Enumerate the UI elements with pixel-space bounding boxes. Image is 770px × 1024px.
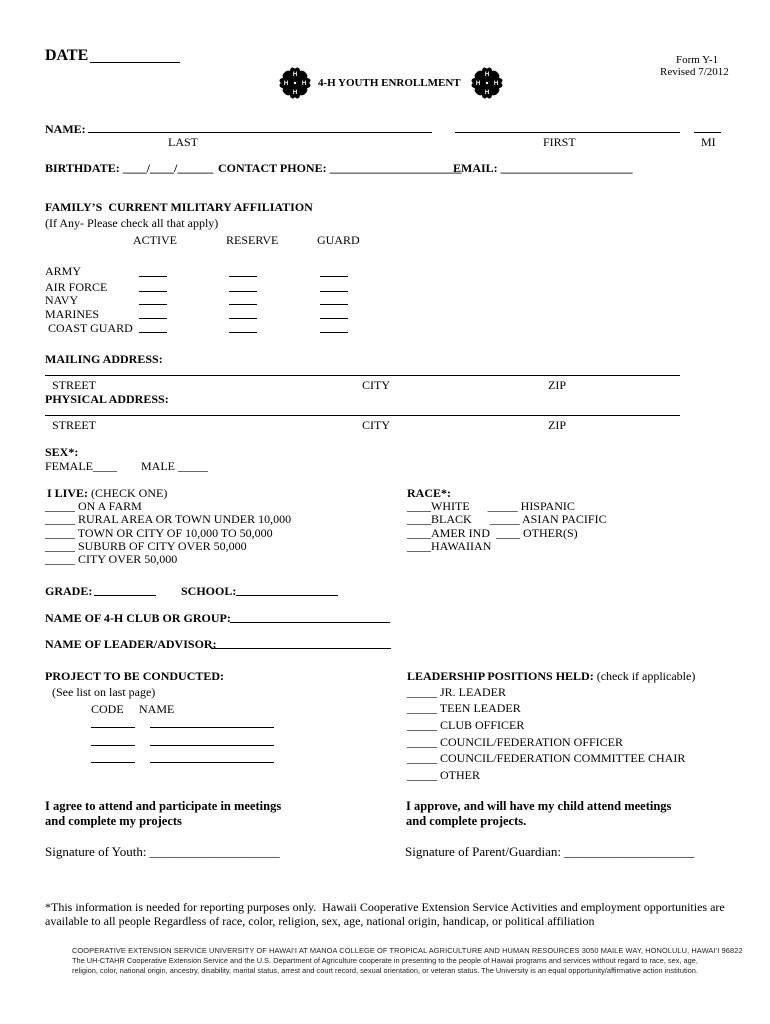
airforce-reserve-check[interactable] <box>229 291 257 292</box>
race-option-row[interactable]: ____AMER IND ____ OTHER(S) <box>407 526 578 540</box>
disclaimer: available to all people Regardless of race, color, religion, sex, age, national origin, handicap, or political affiliation <box>45 914 595 928</box>
project-code-field[interactable] <box>91 727 135 728</box>
name-caption: NAME <box>139 702 175 716</box>
form-title: 4-H YOUTH ENROLLMENT <box>318 77 461 89</box>
leadership-option[interactable]: _____ COUNCIL/FEDERATION OFFICER <box>407 735 624 749</box>
leadership-heading: LEADERSHIP POSITIONS HELD: (check if applicable) <box>407 669 696 683</box>
branch-marines: MARINES <box>45 307 100 321</box>
live-heading: I LIVE: (CHECK ONE) <box>47 486 168 500</box>
mailing-address-field[interactable] <box>45 375 680 376</box>
mailing-zip-caption: ZIP <box>548 378 566 392</box>
mailing-city-caption: CITY <box>362 378 390 392</box>
four-h-clover-icon <box>470 66 504 100</box>
last-name-field[interactable] <box>88 132 432 133</box>
marines-reserve-check[interactable] <box>229 318 257 319</box>
physical-zip-caption: ZIP <box>548 418 566 432</box>
four-h-clover-icon <box>278 66 312 100</box>
army-active-check[interactable] <box>139 276 167 277</box>
coastguard-guard-check[interactable] <box>320 332 348 333</box>
marines-guard-check[interactable] <box>320 318 348 319</box>
revision-date: Revised 7/2012 <box>660 66 729 78</box>
airforce-active-check[interactable] <box>139 291 167 292</box>
grade-field[interactable] <box>94 595 156 596</box>
first-caption: FIRST <box>543 135 576 149</box>
race-option-row[interactable]: ____WHITE _____ HISPANIC <box>407 499 575 513</box>
project-code-field[interactable] <box>91 745 135 746</box>
parent-agreement: I approve, and will have my child attend meetings <box>406 799 672 813</box>
svg-text:H: H <box>484 90 490 96</box>
live-option[interactable]: _____ SUBURB OF CITY OVER 50,000 <box>45 539 247 553</box>
form-id: Form Y-1 <box>676 54 719 66</box>
name-label: NAME: <box>45 122 86 136</box>
physical-address-label: PHYSICAL ADDRESS: <box>45 392 169 406</box>
live-option[interactable]: _____ RURAL AREA OR TOWN UNDER 10,000 <box>45 512 292 526</box>
military-note: (If Any- Please check all that apply) <box>45 216 219 230</box>
leadership-option[interactable]: _____ JR. LEADER <box>407 685 506 699</box>
col-active: ACTIVE <box>133 233 177 247</box>
branch-air-force: AIR FORCE <box>45 280 108 294</box>
race-option-row[interactable]: ____HAWAIIAN <box>407 539 492 553</box>
sex-options[interactable]: FEMALE____ MALE _____ <box>45 459 208 473</box>
navy-reserve-check[interactable] <box>229 304 257 305</box>
date-field[interactable] <box>90 62 180 63</box>
date-label: DATE <box>45 47 89 64</box>
sex-label: SEX*: <box>45 445 79 459</box>
project-name-field[interactable] <box>150 727 274 728</box>
branch-coast-guard: COAST GUARD <box>45 321 133 335</box>
marines-active-check[interactable] <box>139 318 167 319</box>
army-reserve-check[interactable] <box>229 276 257 277</box>
club-label: NAME OF 4-H CLUB OR GROUP: <box>45 611 231 625</box>
school-field[interactable] <box>236 595 338 596</box>
svg-text:H: H <box>283 81 289 87</box>
leadership-option[interactable]: _____ OTHER <box>407 768 480 782</box>
leadership-option[interactable]: _____ COUNCIL/FEDERATION COMMITTEE CHAIR <box>407 751 686 765</box>
disclaimer: *This information is needed for reporting purposes only. Hawaii Cooperative Extension Service Activities and employment opportunities are <box>45 900 725 914</box>
military-heading: FAMILY’S CURRENT MILITARY AFFILIATION <box>45 200 313 214</box>
svg-text:H: H <box>292 90 298 96</box>
svg-text:H: H <box>484 72 490 78</box>
svg-text:H: H <box>301 81 307 87</box>
school-label: SCHOOL: <box>181 584 237 598</box>
first-name-field[interactable] <box>455 132 680 133</box>
code-caption: CODE <box>91 702 124 716</box>
last-caption: LAST <box>168 135 198 149</box>
contact-phone-field[interactable]: CONTACT PHONE: ______________________ <box>218 161 462 175</box>
youth-agreement: I agree to attend and participate in meetings <box>45 799 282 813</box>
live-option[interactable]: _____ ON A FARM <box>45 499 142 513</box>
footer-statement: religion, color, national origin, ancestry, disability, marital status, arrest and court record, sexual orientation, or veteran status. The University is an equal opportunity/affirmative action institution. <box>72 966 698 975</box>
parent-agreement: and complete projects. <box>406 814 527 828</box>
footer-statement: The UH-CTAHR Cooperative Extension Service and the U.S. Department of Agriculture cooperate in presenting to the people of Hawaii programs and services without regard to race, sex, age, <box>72 956 698 965</box>
project-name-field[interactable] <box>150 745 274 746</box>
project-code-field[interactable] <box>91 762 135 763</box>
airforce-guard-check[interactable] <box>320 291 348 292</box>
col-reserve: RESERVE <box>226 233 279 247</box>
race-heading: RACE*: <box>407 486 451 500</box>
coastguard-reserve-check[interactable] <box>229 332 257 333</box>
project-name-field[interactable] <box>150 762 274 763</box>
project-note: (See list on last page) <box>52 685 156 699</box>
parent-signature-field[interactable]: Signature of Parent/Guardian: ____________________ <box>405 844 695 859</box>
footer-address: COOPERATIVE EXTENSION SERVICE UNIVERSITY OF HAWAI‘I AT MANOA COLLEGE OF TROPICAL AGRICULTURE AND HUMAN RESOURCES 3050 MAILE WAY, HONOLULU, HAWAI‘I 96822 <box>72 946 743 955</box>
youth-agreement: and complete my projects <box>45 814 182 828</box>
middle-initial-field[interactable] <box>694 132 721 133</box>
svg-text:H: H <box>493 81 499 87</box>
leadership-option[interactable]: _____ CLUB OFFICER <box>407 718 525 732</box>
leader-field[interactable] <box>211 648 391 649</box>
coastguard-active-check[interactable] <box>139 332 167 333</box>
project-heading: PROJECT TO BE CONDUCTED: <box>45 669 225 683</box>
live-option[interactable]: _____ TOWN OR CITY OF 10,000 TO 50,000 <box>45 526 273 540</box>
race-option-row[interactable]: ____BLACK _____ ASIAN PACIFIC <box>407 512 607 526</box>
physical-city-caption: CITY <box>362 418 390 432</box>
mailing-address-label: MAILING ADDRESS: <box>45 352 163 366</box>
leader-label: NAME OF LEADER/ADVISOR: <box>45 637 217 651</box>
email-field[interactable]: EMAIL: ______________________ <box>453 161 633 175</box>
navy-guard-check[interactable] <box>320 304 348 305</box>
army-guard-check[interactable] <box>320 276 348 277</box>
mi-caption: MI <box>701 135 716 149</box>
svg-text:H: H <box>475 81 481 87</box>
physical-address-field[interactable] <box>45 415 680 416</box>
club-field[interactable] <box>230 622 390 623</box>
svg-text:H: H <box>292 72 298 78</box>
mailing-street-caption: STREET <box>52 378 96 392</box>
navy-active-check[interactable] <box>139 304 167 305</box>
physical-street-caption: STREET <box>52 418 96 432</box>
branch-navy: NAVY <box>45 293 79 307</box>
branch-army: ARMY <box>45 264 82 278</box>
youth-signature-field[interactable]: Signature of Youth: ____________________ <box>45 844 280 859</box>
live-option[interactable]: _____ CITY OVER 50,000 <box>45 552 178 566</box>
grade-label: GRADE: <box>45 584 93 598</box>
leadership-option[interactable]: _____ TEEN LEADER <box>407 701 521 715</box>
institution-footer <box>72 946 743 976</box>
birthdate-field[interactable]: BIRTHDATE: ____/____/______ <box>45 161 214 175</box>
col-guard: GUARD <box>317 233 360 247</box>
